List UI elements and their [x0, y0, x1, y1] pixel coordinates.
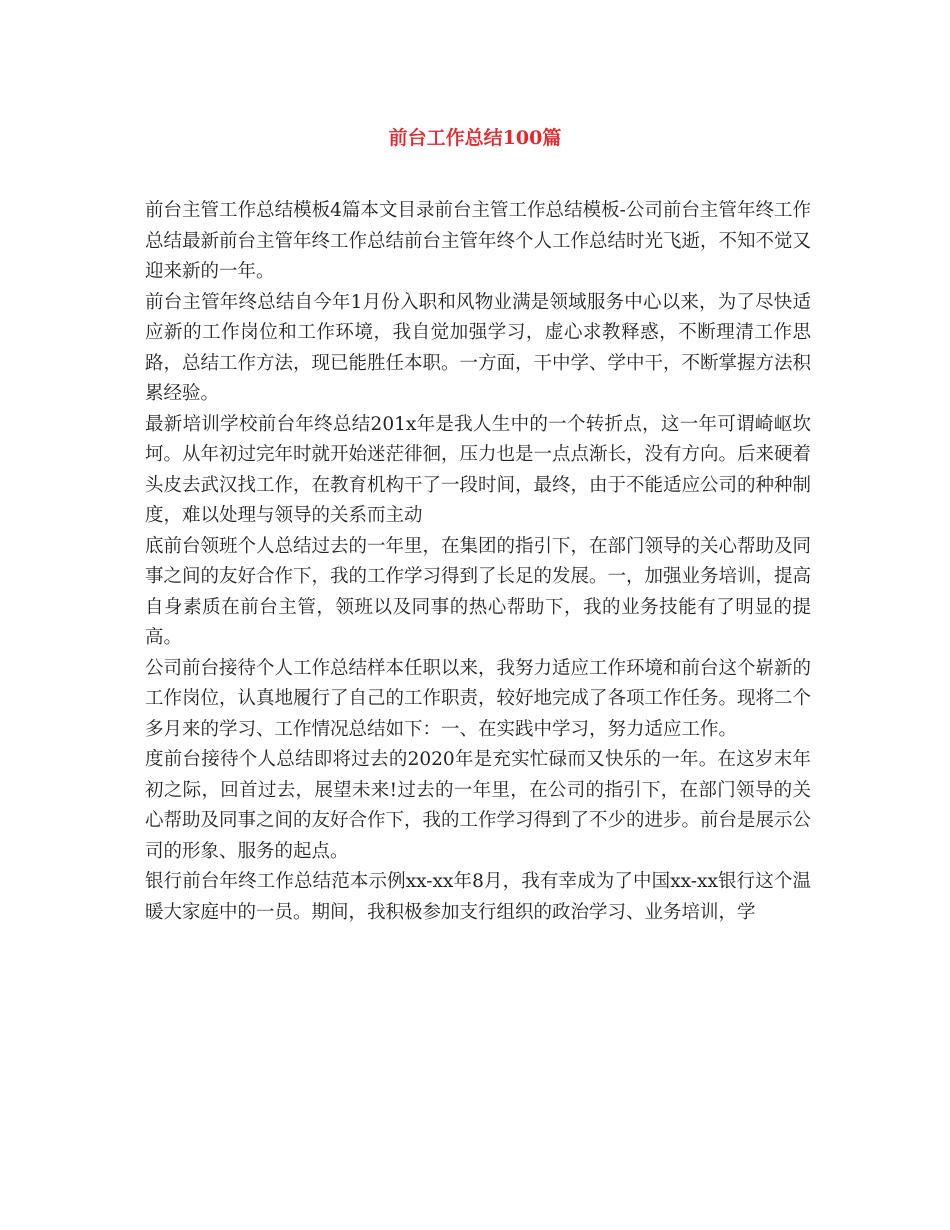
document-title: 前台工作总结100篇 — [388, 127, 562, 149]
paragraph-6: 度前台接待个人总结即将过去的2020年是充实忙碌而又快乐的一年。在这岁末年初之际，回首过去，展望未来!过去的一年里，在公司的指引下，在部门领导的关心帮助及同事之间的友好合作下，我的工作学习得到了不少的进步。前台是展示公司的形象、服务的起点。 — [145, 749, 812, 862]
document-body — [145, 196, 811, 928]
paragraph-1: 前台主管工作总结模板4篇本文目录前台主管工作总结模板-公司前台主管年终工作总结最新前台主管年终工作总结前台主管年终个人工作总结时光飞逝，不知不觉又迎来新的一年。 — [145, 200, 812, 282]
paragraph-3: 最新培训学校前台年终总结201x年是我人生中的一个转折点，这一年可谓崎岖坎坷。从年初过完年时就开始迷茫徘徊，压力也是一点点渐长，没有方向。后来硬着头皮去武汉找工作，在教育机构干了一段时间，最终，由于不能适应公司的种种制度，难以处理与领导的关系而主动 — [145, 413, 812, 526]
paragraph-5: 公司前台接待个人工作总结样本任职以来，我努力适应工作环境和前台这个崭新的工作岗位，认真地履行了自己的工作职责，较好地完成了各项工作任务。现将二个多月来的学习、工作情况总结如下：一、在实践中学习，努力适应工作。 — [145, 657, 812, 740]
paragraph-2: 前台主管年终总结自今年1月份入职和风物业满是领域服务中心以来，为了尽快适应新的工作岗位和工作环境，我自觉加强学习，虚心求教释惑，不断理清工作思路，总结工作方法，现已能胜任本职。一方面，干中学、学中干，不断掌握方法积累经验。 — [145, 291, 812, 404]
paragraph-4: 底前台领班个人总结过去的一年里，在集团的指引下，在部门领导的关心帮助及同事之间的友好合作下，我的工作学习得到了长足的发展。一，加强业务培训，提高自身素质在前台主管，领班以及同事的热心帮助下，我的业务技能有了明显的提高。 — [145, 535, 812, 648]
paragraph-7: 银行前台年终工作总结范本示例xx-xx年8月，我有幸成为了中国xx-xx银行这个温暖大家庭中的一员。期间，我积极参加支行组织的政治学习、业务培训，学 — [145, 871, 811, 923]
